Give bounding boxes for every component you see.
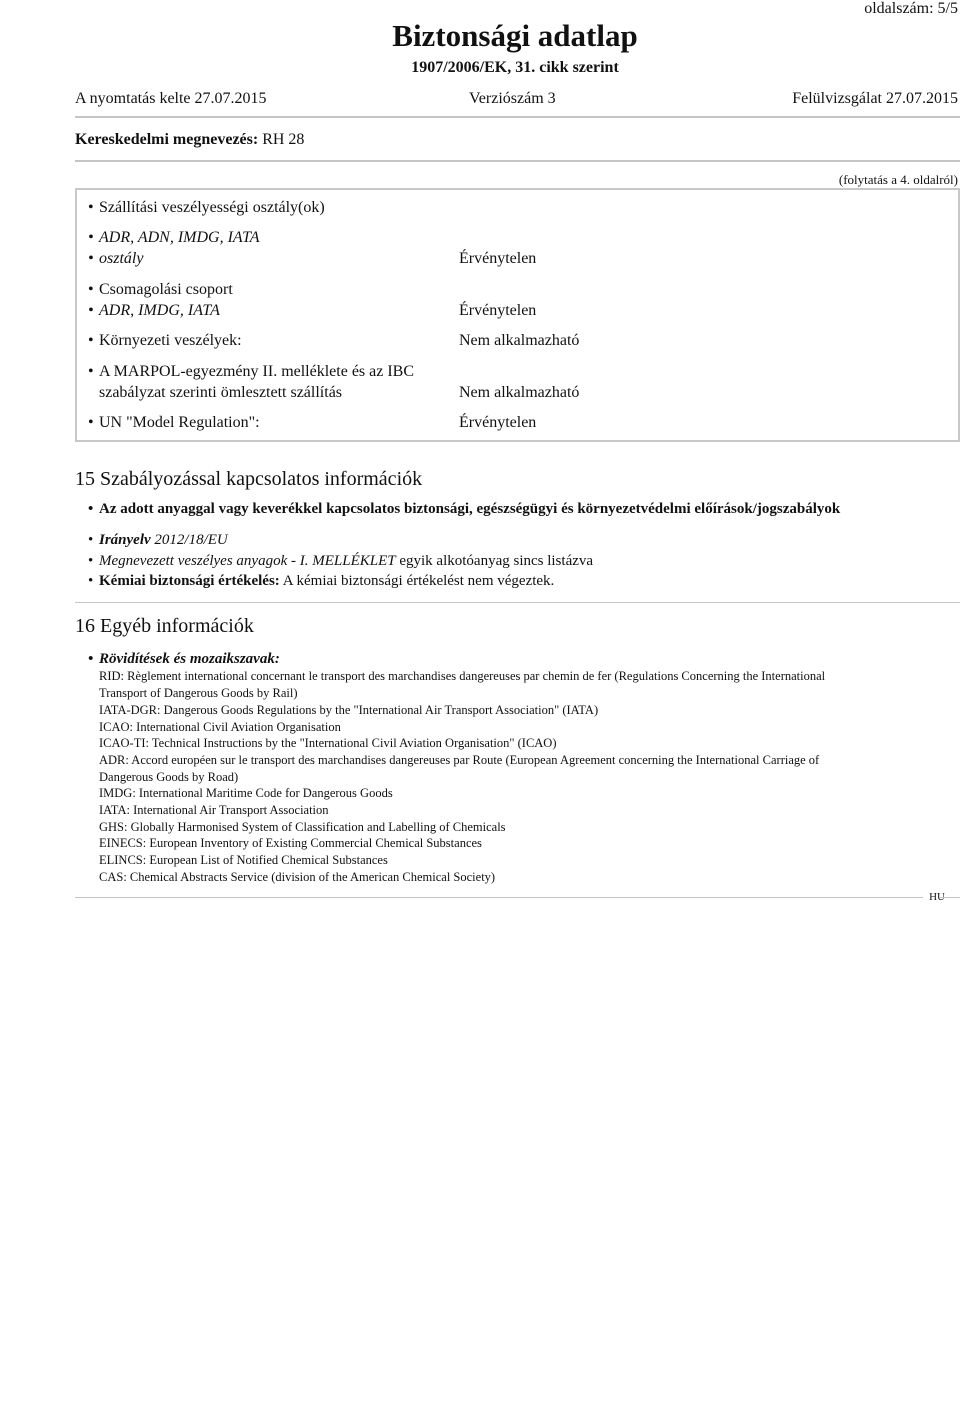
packing-value: Érvénytelen bbox=[459, 302, 537, 319]
section15-named-substances: • Megnevezett veszélyes anyagok - I. MELLÉKLET egyik alkotóanyag sincs listázva bbox=[88, 553, 594, 569]
bullet-icon: • bbox=[88, 414, 94, 431]
section15-regulations: • Az adott anyaggal vagy keverékkel kapcsolatos biztonsági, egészségügyi és környezetvédelmi előírások/jogszabályok bbox=[88, 501, 841, 517]
un-label: • UN "Model Regulation": bbox=[88, 414, 260, 431]
bullet-icon: • bbox=[88, 302, 94, 319]
un-value: Érvénytelen bbox=[459, 414, 537, 431]
document-subtitle: 1907/2006/EK, 31. cikk szerint bbox=[411, 59, 619, 76]
print-date: A nyomtatás kelte 27.07.2015 bbox=[75, 90, 267, 107]
review-date: Felülvizsgálat 27.07.2015 bbox=[792, 90, 958, 107]
packing-sub: • ADR, IMDG, IATA bbox=[88, 302, 220, 319]
footer-divider-end bbox=[940, 897, 960, 898]
marpol-label: • A MARPOL-egyezmény II. melléklete és az IBC bbox=[88, 363, 415, 380]
footer-divider bbox=[75, 897, 923, 898]
bullet-icon: • bbox=[88, 532, 94, 548]
abbreviations-heading: • Rövidítések és mozaikszavak: bbox=[88, 651, 280, 667]
section15-chemical-assessment: • Kémiai biztonsági értékelés: A kémiai biztonsági értékelést nem végeztek. bbox=[88, 573, 555, 589]
abbreviation-line: RID: Règlement international concernant le transport des marchandises dangereuses par chemin de fer (Regulations Concerning the International bbox=[99, 669, 826, 683]
marpol-value: Nem alkalmazható bbox=[459, 384, 580, 401]
section16-title: 16 Egyéb információk bbox=[75, 615, 254, 637]
trade-divider bbox=[75, 160, 960, 162]
abbreviation-line: GHS: Globally Harmonised System of Classification and Labelling of Chemicals bbox=[99, 820, 506, 834]
abbreviation-line: Transport of Dangerous Goods by Rail) bbox=[99, 686, 298, 700]
continued-note: (folytatás a 4. oldalról) bbox=[838, 172, 958, 187]
trade-name bbox=[75, 131, 304, 149]
bullet-icon: • bbox=[88, 651, 94, 667]
abbreviation-line: Dangerous Goods by Road) bbox=[99, 770, 239, 784]
bullet-icon: • bbox=[88, 501, 94, 517]
bullet-icon: • bbox=[88, 573, 94, 589]
abbreviation-line: IMDG: International Maritime Code for Dangerous Goods bbox=[99, 786, 393, 800]
adr-label: • ADR, ADN, IMDG, IATA bbox=[88, 229, 260, 246]
env-value: Nem alkalmazható bbox=[459, 332, 580, 349]
packing-label: • Csomagolási csoport bbox=[88, 281, 233, 298]
section15-divider bbox=[75, 602, 960, 603]
class-value: Érvénytelen bbox=[459, 250, 537, 267]
abbreviation-line: EINECS: European Inventory of Existing Commercial Chemical Substances bbox=[99, 836, 482, 850]
page-number: oldalszám: 5/5 bbox=[864, 0, 958, 17]
bullet-icon: • bbox=[88, 281, 94, 298]
document-title: Biztonsági adatlap bbox=[392, 18, 638, 53]
bullet-icon: • bbox=[88, 199, 94, 216]
env-label: • Környezeti veszélyek: bbox=[88, 332, 242, 349]
class-label: • osztály bbox=[88, 250, 144, 267]
abbreviation-line: ELINCS: European List of Notified Chemical Substances bbox=[99, 853, 388, 867]
abbreviation-line: CAS: Chemical Abstracts Service (division of the American Chemical Society) bbox=[99, 870, 496, 884]
hazard-class-heading: • Szállítási veszélyességi osztály(ok) bbox=[88, 199, 325, 216]
version-number: Verziószám 3 bbox=[469, 90, 556, 107]
abbreviation-line: ICAO: International Civil Aviation Organisation bbox=[99, 720, 341, 734]
abbreviation-line: IATA: International Air Transport Association bbox=[99, 803, 329, 817]
bullet-icon: • bbox=[88, 363, 94, 380]
bullet-icon: • bbox=[88, 553, 94, 569]
language-code: HU bbox=[929, 891, 945, 903]
marpol-label-line2: szabályzat szerinti ömlesztett szállítás bbox=[99, 384, 343, 401]
abbreviation-line: ADR: Accord européen sur le transport des marchandises dangereuses par Route (European Agreement concerning the International Carriage of bbox=[99, 753, 820, 767]
section15-title: 15 Szabályozással kapcsolatos információk bbox=[75, 468, 423, 490]
section15-directive: • Irányelv 2012/18/EU bbox=[88, 532, 228, 548]
abbreviation-line: ICAO-TI: Technical Instructions by the "International Civil Aviation Organisation" (ICAO) bbox=[99, 736, 557, 750]
bullet-icon: • bbox=[88, 250, 94, 267]
bullet-icon: • bbox=[88, 332, 94, 349]
header-divider bbox=[75, 116, 960, 118]
trade-name-label: Kereskedelmi megnevezés: bbox=[75, 131, 259, 148]
trade-name-value: RH 28 bbox=[262, 131, 305, 148]
abbreviation-line: IATA-DGR: Dangerous Goods Regulations by the "International Air Transport Association" (IATA) bbox=[99, 703, 599, 717]
bullet-icon: • bbox=[88, 229, 94, 246]
